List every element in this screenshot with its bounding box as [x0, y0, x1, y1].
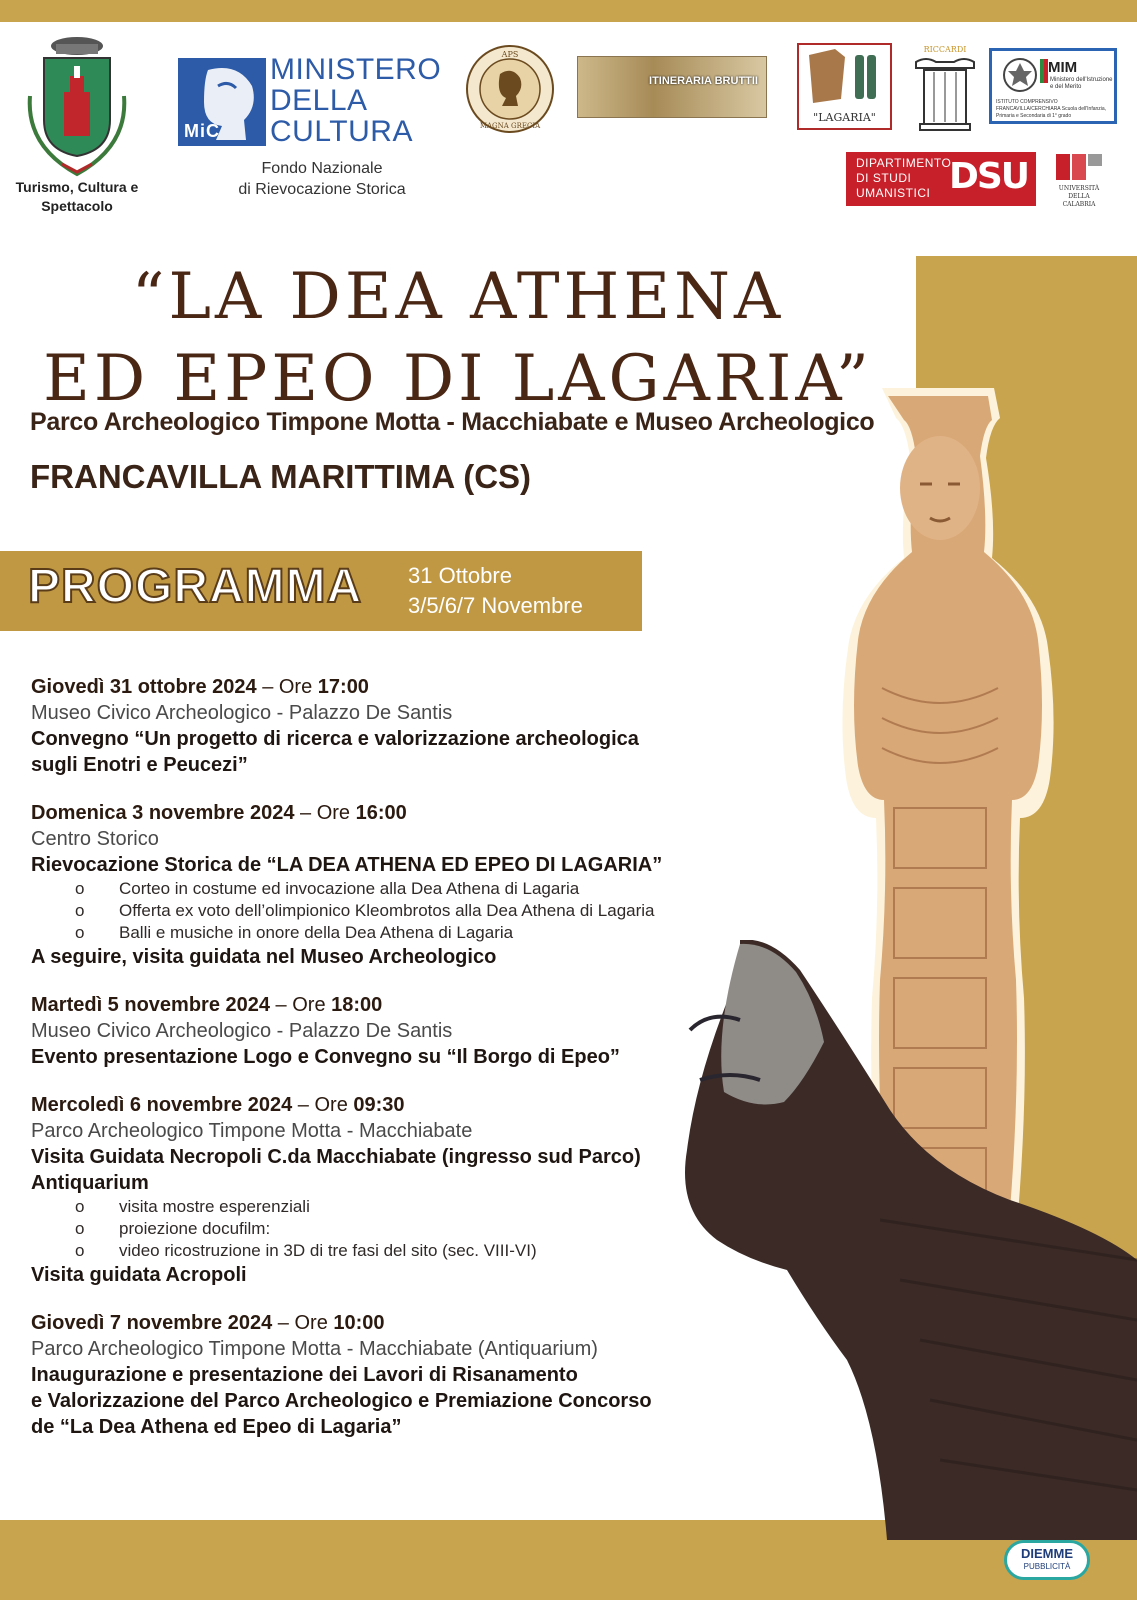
- svg-text:RICCARDI: RICCARDI: [923, 45, 967, 54]
- svg-text:UNIVERSITÀ: UNIVERSITÀ: [1058, 185, 1100, 192]
- mim-subtitle: Ministero dell'Istruzione e del Merito: [1050, 77, 1113, 90]
- ministry-sub-line2: di Rievocazione Storica: [238, 181, 406, 198]
- mic-acronym: MiC: [184, 121, 220, 141]
- dsu-logo: [846, 152, 1036, 206]
- list-item: [31, 922, 751, 944]
- subtitle: Parco Archeologico Timpone Motta - Macchiabate e Museo Archeologico: [30, 408, 875, 436]
- bullet-icon: o: [75, 901, 85, 920]
- ministry-sub-line1: Fondo Nazionale: [261, 160, 383, 177]
- bullet-icon: o: [75, 879, 85, 898]
- bullet-text: visita mostre esperenziali: [119, 1197, 310, 1216]
- bullet-text: proiezione docufilm:: [119, 1219, 271, 1238]
- day-header: [31, 1310, 751, 1336]
- comune-caption: Turismo, Cultura e Spettacolo: [15, 179, 139, 214]
- dsu-line1: DIPARTIMENTO: [856, 156, 952, 170]
- day-time: 10:00: [333, 1312, 385, 1334]
- day-after: A seguire, visita guidata nel Museo Archeologico: [31, 946, 497, 968]
- day-description: Visita Guidata Necropoli C.da Macchiabate (ingresso sud Parco): [31, 1146, 641, 1168]
- day-date: Martedì 5 novembre 2024: [31, 994, 270, 1016]
- day-bullets: [31, 878, 751, 944]
- day-time: 09:30: [353, 1094, 405, 1116]
- top-gold-band: [0, 0, 1137, 22]
- list-item: [31, 878, 751, 900]
- comune-emblem-icon: [22, 36, 132, 178]
- lagaria-logo: [797, 43, 892, 130]
- dsu-acronym: DSU: [948, 156, 1028, 197]
- ministry-title-line2: DELLA: [270, 84, 368, 117]
- unical-logo: [1054, 152, 1104, 208]
- programma-dates: [408, 561, 583, 621]
- day-bullets: [31, 1196, 751, 1262]
- bullet-text: Corteo in costume ed invocazione alla Dea Athena di Lagaria: [119, 879, 580, 898]
- svg-text:MAGNA GRECIA: MAGNA GRECIA: [479, 122, 541, 130]
- mim-school: ISTITUTO COMPRENSIVO FRANCAVILLA/CERCHIARA Scuola dell'Infanzia, Primaria e Secondaria di 1° grado: [996, 99, 1107, 119]
- day-location: Museo Civico Archeologico - Palazzo De Santis: [31, 702, 453, 724]
- itineraria-text: ITINERARIA BRUTTII: [649, 75, 758, 87]
- programma-banner: [0, 551, 642, 631]
- page-title: [28, 256, 888, 420]
- italian-emblem-icon: [1000, 55, 1040, 95]
- svg-text:APS: APS: [501, 50, 519, 59]
- day-time: 18:00: [331, 994, 383, 1016]
- bullet-text: Balli e musiche in onore della Dea Athena di Lagaria: [119, 923, 514, 942]
- dsu-text: [856, 156, 951, 201]
- day-description: Convegno “Un progetto di ricerca e valorizzazione archeologica sugli Enotri e Peucezi”: [31, 728, 639, 776]
- bullet-icon: o: [75, 1197, 85, 1216]
- ministry-title: [270, 54, 460, 147]
- list-item: [31, 1196, 751, 1218]
- day-time: 17:00: [317, 676, 369, 698]
- day-date: Giovedì 31 ottobre 2024: [31, 676, 257, 698]
- diemme-line1: DIEMME: [1021, 1546, 1073, 1561]
- bullet-text: video ricostruzione in 3D di tre fasi del sito (sec. VIII-VI): [119, 1241, 537, 1260]
- program-list: [31, 674, 751, 1462]
- lagaria-figures-icon: [799, 45, 890, 109]
- bullet-text: Offerta ex voto dell’olimpionico Kleombrotos alla Dea Athena di Lagaria: [119, 901, 655, 920]
- program-day: [31, 674, 751, 778]
- ministry-title-line3: CULTURA: [270, 115, 413, 148]
- list-item: [31, 1218, 751, 1240]
- day-location: Parco Archeologico Timpone Motta - Macchiabate: [31, 1120, 473, 1142]
- programma-label: PROGRAMMA: [28, 560, 363, 613]
- programma-dates-line1: 31 Ottobre: [408, 563, 512, 588]
- aps-magna-grecia-logo: [465, 44, 555, 134]
- bullet-icon: o: [75, 923, 85, 942]
- day-after: Visita guidata Acropoli: [31, 1264, 247, 1286]
- dsu-line2: DI STUDI: [856, 171, 912, 185]
- day-date: Mercoledì 6 novembre 2024: [31, 1094, 293, 1116]
- day-time: 16:00: [355, 802, 407, 824]
- day-location: Parco Archeologico Timpone Motta - Macchiabate (Antiquarium): [31, 1338, 598, 1360]
- mim-logo: [989, 48, 1117, 124]
- programma-dates-line2: 3/5/6/7 Novembre: [408, 593, 583, 618]
- day-description-2: e Valorizzazione del Parco Archeologico e Premiazione Concorso: [31, 1390, 652, 1412]
- program-day: [31, 1310, 751, 1440]
- day-header: [31, 1092, 751, 1118]
- list-item: [31, 1240, 751, 1262]
- itineraria-bruttii-logo: [577, 56, 767, 118]
- bullet-icon: o: [75, 1241, 85, 1260]
- day-description: Inaugurazione e presentazione dei Lavori di Risanamento: [31, 1364, 578, 1386]
- bullet-icon: o: [75, 1219, 85, 1238]
- title-line1: “LA DEA ATHENA: [131, 260, 785, 334]
- day-header: [31, 800, 751, 826]
- list-item: [31, 900, 751, 922]
- day-location: Centro Storico: [31, 828, 159, 850]
- title-line2: ED EPEO DI LAGARIA”: [43, 342, 873, 416]
- day-date: Domenica 3 novembre 2024: [31, 802, 295, 824]
- mim-title: MIM: [1048, 59, 1078, 76]
- lagaria-text: "LAGARIA": [813, 111, 876, 124]
- svg-text:CALABRIA: CALABRIA: [1062, 201, 1096, 208]
- ministry-title-line1: MINISTERO: [270, 53, 442, 86]
- dsu-line3: UMANISTICI: [856, 186, 931, 200]
- day-sep: – Ore: [270, 994, 332, 1016]
- day-header: [31, 674, 751, 700]
- day-date: Giovedì 7 novembre 2024: [31, 1312, 273, 1334]
- program-day: [31, 800, 751, 970]
- day-sep: – Ore: [272, 1312, 334, 1334]
- svg-text:DELLA: DELLA: [1068, 193, 1090, 200]
- riccardi-column-logo: [910, 44, 980, 132]
- program-day: [31, 1092, 751, 1288]
- day-description: Rievocazione Storica de “LA DEA ATHENA ED EPEO DI LAGARIA”: [31, 854, 663, 876]
- day-location: Museo Civico Archeologico - Palazzo De Santis: [31, 1020, 453, 1042]
- day-header: [31, 992, 751, 1018]
- program-day: [31, 992, 751, 1070]
- day-description-3: de “La Dea Athena ed Epeo di Lagaria”: [31, 1416, 402, 1438]
- day-description: Evento presentazione Logo e Convegno su “Il Borgo di Epeo”: [31, 1046, 620, 1068]
- mic-logo: [178, 58, 266, 146]
- diemme-logo: [1004, 1540, 1090, 1580]
- location: FRANCAVILLA MARITTIMA (CS): [30, 458, 532, 495]
- day-sep: – Ore: [294, 802, 356, 824]
- diemme-line2: PUBBLICITÀ: [1023, 1562, 1071, 1571]
- day-description-2: Antiquarium: [31, 1172, 149, 1194]
- ministry-subtitle: [222, 158, 422, 200]
- day-sep: – Ore: [256, 676, 318, 698]
- day-sep: – Ore: [292, 1094, 354, 1116]
